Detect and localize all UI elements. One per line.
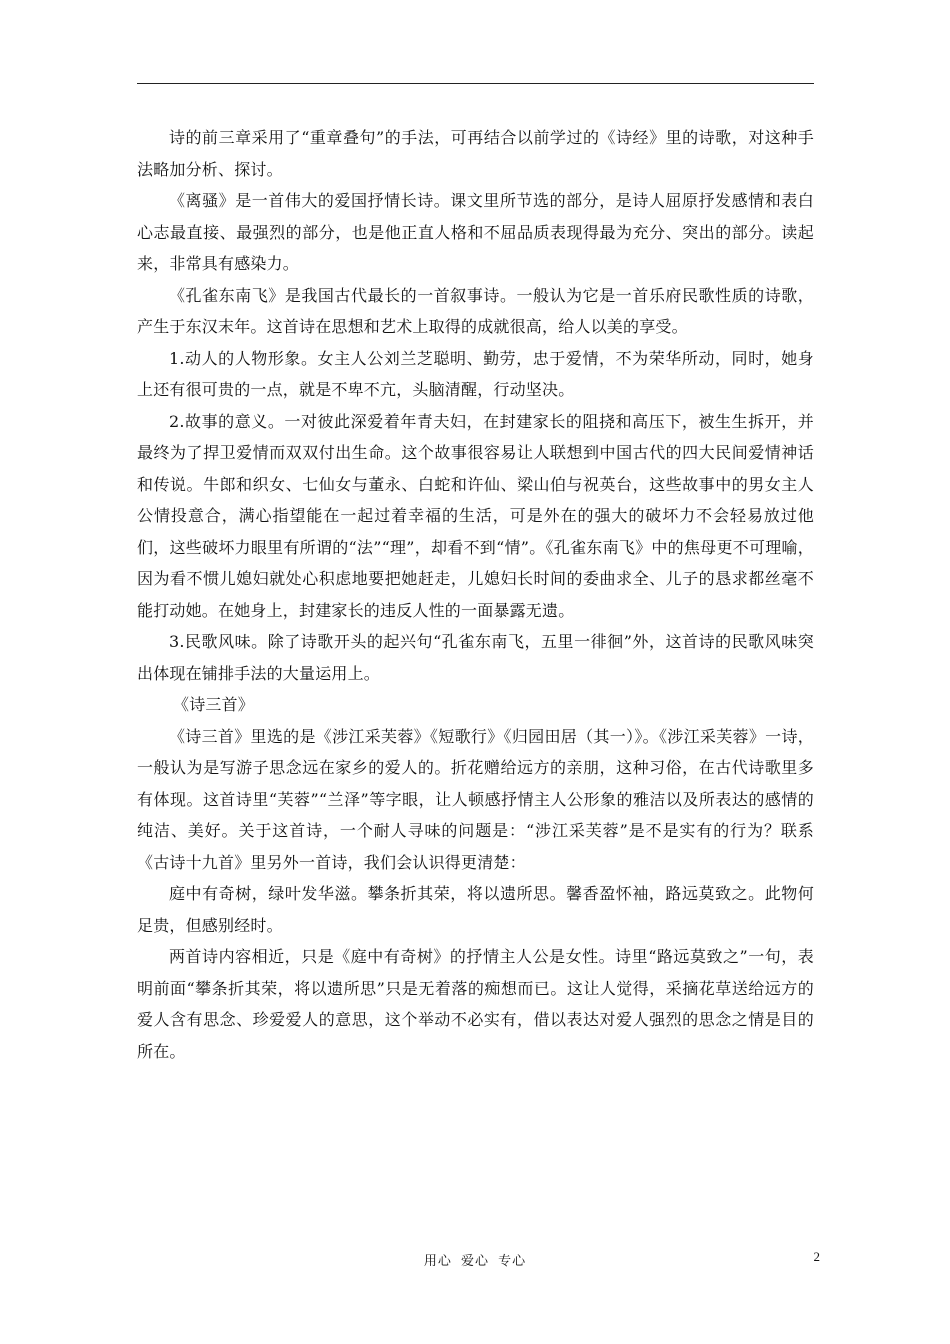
header-rule [137, 83, 814, 84]
paragraph-point-3: 3.民歌风味。除了诗歌开头的起兴句“孔雀东南飞，五里一徘徊”外，这首诗的民歌风味突出体现在铺排手法的大量运用上。 [137, 632, 814, 683]
footer-slogan: 用心 爱心 专心 [423, 1254, 527, 1269]
page-number: 2 [813, 1249, 820, 1264]
paragraph-comparison: 两首诗内容相近，只是《庭中有奇树》的抒情主人公是女性。诗里“路远莫致之”一句，表明前面“攀条折其荣，将以遗所思”只是无着落的痴想而已。这让人觉得，采摘花草送给远方的爱人含有思念、珍爱爱人的意思，这个举动不必实有，借以表达对爱人强烈的思念之情是目的所在。 [137, 947, 814, 1061]
paragraph-point-1: 1.动人的人物形象。女主人公刘兰芝聪明、勤劳，忠于爱情，不为荣华所动，同时，她身上还有很可贵的一点，就是不卑不亢，头脑清醒，行动坚决。 [137, 348, 814, 399]
paragraph-kongque-intro: 《孔雀东南飞》是我国古代最长的一首叙事诗。一般认为它是一首乐府民歌性质的诗歌，产生于东汉末年。这首诗在思想和艺术上取得的成就很高，给人以美的享受。 [137, 285, 814, 336]
paragraph-shisanshou: 《诗三首》里选的是《涉江采芙蓉》《短歌行》《归园田居（其一）》。《涉江采芙蓉》一诗，一般认为是写游子思念远在家乡的爱人的。折花赠给远方的亲朋，这种习俗，在古代诗歌里多有体现。这首诗里“芙蓉”“兰泽”等字眼，让人顿感抒情主人公形象的雅洁以及所表达的感情的纯洁、美好。关于这首诗，一个耐人寻味的问题是：“涉江采芙蓉”是不是实有的行为？联系《古诗十九首》里另外一首诗，我们会认识得更清楚： [137, 726, 814, 872]
paragraph-point-2: 2.故事的意义。一对彼此深爱着年青夫妇，在封建家长的阻挠和高压下，被生生拆开，并最终为了捍卫爱情而双双付出生命。这个故事很容易让人联想到中国古代的四大民间爱情神话和传说。牛郎和织女、七仙女与董永、白蛇和许仙、梁山伯与祝英台，这些故事中的男女主人公情投意合，满心指望能在一起过着幸福的生活，可是外在的强大的破坏力不会轻易放过他们，这些破坏力眼里有所谓的“法”“理”，却看不到“情”。《孔雀东南飞》中的焦母更不可理喻，因为看不惯儿媳妇就处心积虑地要把她赶走，儿媳妇长时间的委曲求全、儿子的恳求都丝毫不能打动她。在她身上，封建家长的违反人性的一面暴露无遗。 [137, 411, 814, 620]
paragraph-poem-quote: 庭中有奇树，绿叶发华滋。攀条折其荣，将以遗所思。馨香盈怀袖，路远莫致之。此物何足贵，但感别经时。 [137, 884, 814, 935]
paragraph-chongzhang-dieju: 诗的前三章采用了“重章叠句”的手法，可再结合以前学过的《诗经》里的诗歌，对这种手法略加分析、探讨。 [137, 128, 814, 179]
paragraph-lisao: 《离骚》是一首伟大的爱国抒情长诗。课文里所节选的部分，是诗人屈原抒发感情和表白心志最直接、最强烈的部分，也是他正直人格和不屈品质表现得最为充分、突出的部分。读起来，非常具有感染力。 [137, 191, 814, 273]
document-body [137, 122, 814, 1067]
section-title: 《诗三首》 [173, 695, 255, 714]
